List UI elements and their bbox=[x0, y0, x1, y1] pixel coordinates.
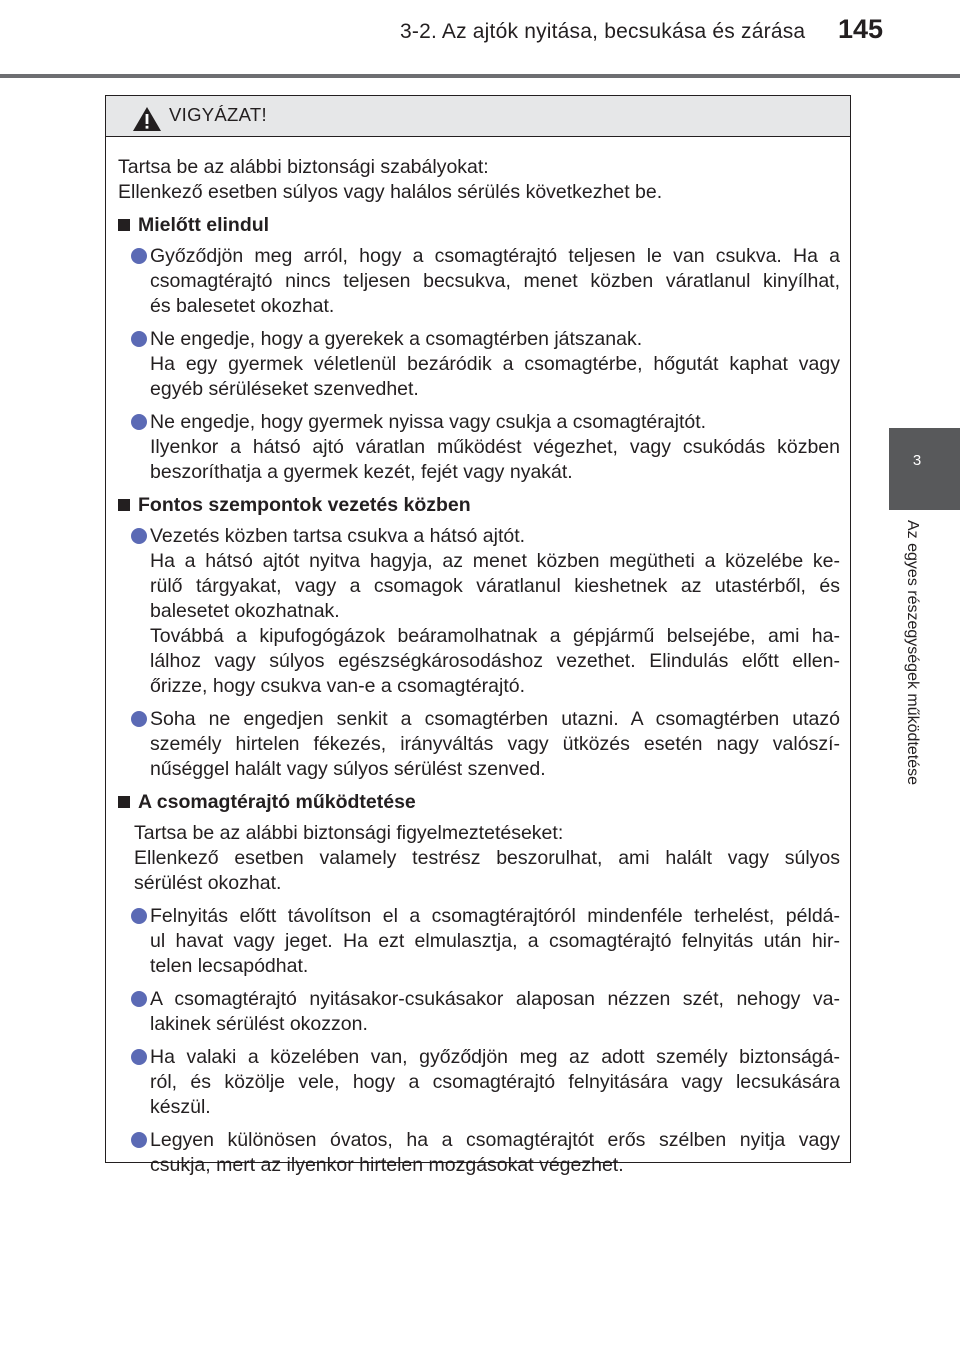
round-bullet-icon bbox=[131, 331, 147, 347]
bullet-line: beszoríthatja a gyermek kezét, fejét vagy nyakát. bbox=[150, 461, 573, 483]
bullet-item bbox=[118, 987, 840, 1037]
bullet-line: Ha valaki a közelében van, győződjön meg az adott személy biztonságá- bbox=[150, 1046, 840, 1068]
running-header-title: 3-2. Az ajtók nyitása, becsukása és zárása bbox=[400, 20, 806, 43]
bullet-line: nűséggel halált vagy súlyos sérülést szenved. bbox=[150, 758, 546, 780]
square-bullet-icon bbox=[118, 219, 130, 231]
round-bullet-icon bbox=[131, 528, 147, 544]
bullet-line: ul havat vagy jeget. Ha ezt elmulasztja, a csomagtérajtó felnyitás után hir- bbox=[150, 930, 840, 952]
page-number: 145 bbox=[838, 14, 884, 44]
bullet-line: Ha egy gyermek véletlenül bezáródik a csomagtérbe, hőgutát kaphat vagy bbox=[150, 353, 840, 375]
round-bullet-icon bbox=[131, 908, 147, 924]
section-heading-text: Mielőtt elindul bbox=[138, 214, 270, 236]
chapter-tab bbox=[889, 428, 960, 510]
bullet-line: Vezetés közben tartsa csukva a hátsó ajtót. bbox=[150, 525, 526, 547]
chapter-tab-number: 3 bbox=[912, 452, 922, 469]
bullet-line: lálhoz vagy súlyos egészségkárosodáshoz vezethet. Elindulás előtt ellen- bbox=[150, 650, 840, 672]
paragraph-line: Tartsa be az alábbi biztonsági figyelmeztetéseket: bbox=[134, 822, 564, 844]
bullet-item bbox=[118, 904, 840, 979]
chapter-tab-label: Az egyes részegységek működtetése bbox=[904, 520, 921, 786]
bullet-line: készül. bbox=[150, 1096, 211, 1118]
round-bullet-icon bbox=[131, 1132, 147, 1148]
bullet-line: balesetet okozhatnak. bbox=[150, 600, 340, 622]
bullet-item bbox=[118, 244, 840, 319]
section-heading-text: Fontos szempontok vezetés közben bbox=[138, 494, 471, 516]
bullet-line: rülő tárgyakat, vagy a csomagok váratlanul kieshetnek az utastérből, és bbox=[150, 575, 840, 597]
bullet-line: Ilyenkor a hátsó ajtó váratlan működést végezhet, vagy csukódás közben bbox=[150, 436, 840, 458]
bullet-line: és balesetet okozhat. bbox=[150, 295, 335, 317]
bullet-item bbox=[118, 327, 840, 402]
bullet-line: csomagtérajtó nincs teljesen becsukva, menet közben váratlanul kinyílhat, bbox=[150, 270, 840, 292]
bullet-line: Győződjön meg arról, hogy a csomagtérajtó teljesen le van csukva. Ha a bbox=[150, 245, 840, 267]
round-bullet-icon bbox=[131, 991, 147, 1007]
section-heading bbox=[118, 790, 840, 815]
bullet-line: egyéb sérüléseket szenvedhet. bbox=[150, 378, 419, 400]
paragraph-line: Ellenkező esetben valamely testrész beszorulhat, ami halált vagy súlyos bbox=[134, 847, 840, 869]
section-heading bbox=[118, 493, 840, 518]
bullet-line: Ne engedje, hogy gyermek nyissa vagy csukja a csomagtérajtót. bbox=[150, 411, 707, 433]
intro-line: Ellenkező esetben súlyos vagy halálos sérülés következhet be. bbox=[118, 181, 663, 203]
bullet-item bbox=[118, 1128, 840, 1178]
bullet-line: Felnyitás előtt távolítson el a csomagtérajtóról mindenféle terhelést, példá- bbox=[150, 905, 840, 927]
header-rule bbox=[0, 74, 960, 78]
bullet-item bbox=[118, 524, 840, 699]
section-heading-text: A csomagtérajtó működtetése bbox=[138, 791, 416, 813]
warning-header bbox=[106, 96, 850, 137]
bullet-item bbox=[118, 707, 840, 782]
bullet-line: Ha a hátsó ajtót nyitva hagyja, az menet közben megütheti a közelébe ke- bbox=[150, 550, 840, 572]
section-heading bbox=[118, 213, 840, 238]
warning-content bbox=[106, 137, 850, 1178]
warning-title: VIGYÁZAT! bbox=[169, 104, 267, 125]
round-bullet-icon bbox=[131, 414, 147, 430]
warning-triangle-icon bbox=[132, 106, 162, 132]
warning-intro bbox=[118, 155, 840, 205]
bullet-line: Ne engedje, hogy a gyerekek a csomagtérben játszanak. bbox=[150, 328, 643, 350]
warning-box bbox=[105, 95, 851, 1176]
square-bullet-icon bbox=[118, 796, 130, 808]
round-bullet-icon bbox=[131, 1049, 147, 1065]
bullet-line: személy hirtelen fékezés, irányváltás vagy ütközés esetén nagy valószí- bbox=[150, 733, 840, 755]
bullet-line: Legyen különösen óvatos, ha a csomagtérajtót erős szélben nyitja vagy bbox=[150, 1129, 840, 1151]
bullet-line: lakinek sérülést okozzon. bbox=[150, 1013, 368, 1035]
bullet-item bbox=[118, 410, 840, 485]
round-bullet-icon bbox=[131, 248, 147, 264]
bullet-line: Továbbá a kipufogógázok beáramolhatnak a gépjármű belsejébe, ami ha- bbox=[150, 625, 840, 647]
section-paragraph bbox=[118, 821, 840, 896]
round-bullet-icon bbox=[131, 711, 147, 727]
bullet-item bbox=[118, 1045, 840, 1120]
bullet-line: A csomagtérajtó nyitásakor-csukásakor alaposan nézzen szét, nehogy va- bbox=[150, 988, 840, 1010]
bullet-line: Soha ne engedjen senkit a csomagtérben utazni. A csomagtérben utazó bbox=[150, 708, 840, 730]
bullet-line: ról, és közölje vele, hogy a csomagtérajtó felnyitására vagy lecsukására bbox=[150, 1071, 840, 1093]
bullet-line: őrizze, hogy csukva van-e a csomagtérajtó. bbox=[150, 675, 526, 697]
bullet-line: telen lecsapódhat. bbox=[150, 955, 309, 977]
paragraph-line: sérülést okozhat. bbox=[134, 872, 282, 894]
square-bullet-icon bbox=[118, 499, 130, 511]
bullet-line: csukja, mert az ilyenkor hirtelen mozgásokat végezhet. bbox=[150, 1154, 624, 1176]
intro-line: Tartsa be az alábbi biztonsági szabályokat: bbox=[118, 156, 489, 178]
